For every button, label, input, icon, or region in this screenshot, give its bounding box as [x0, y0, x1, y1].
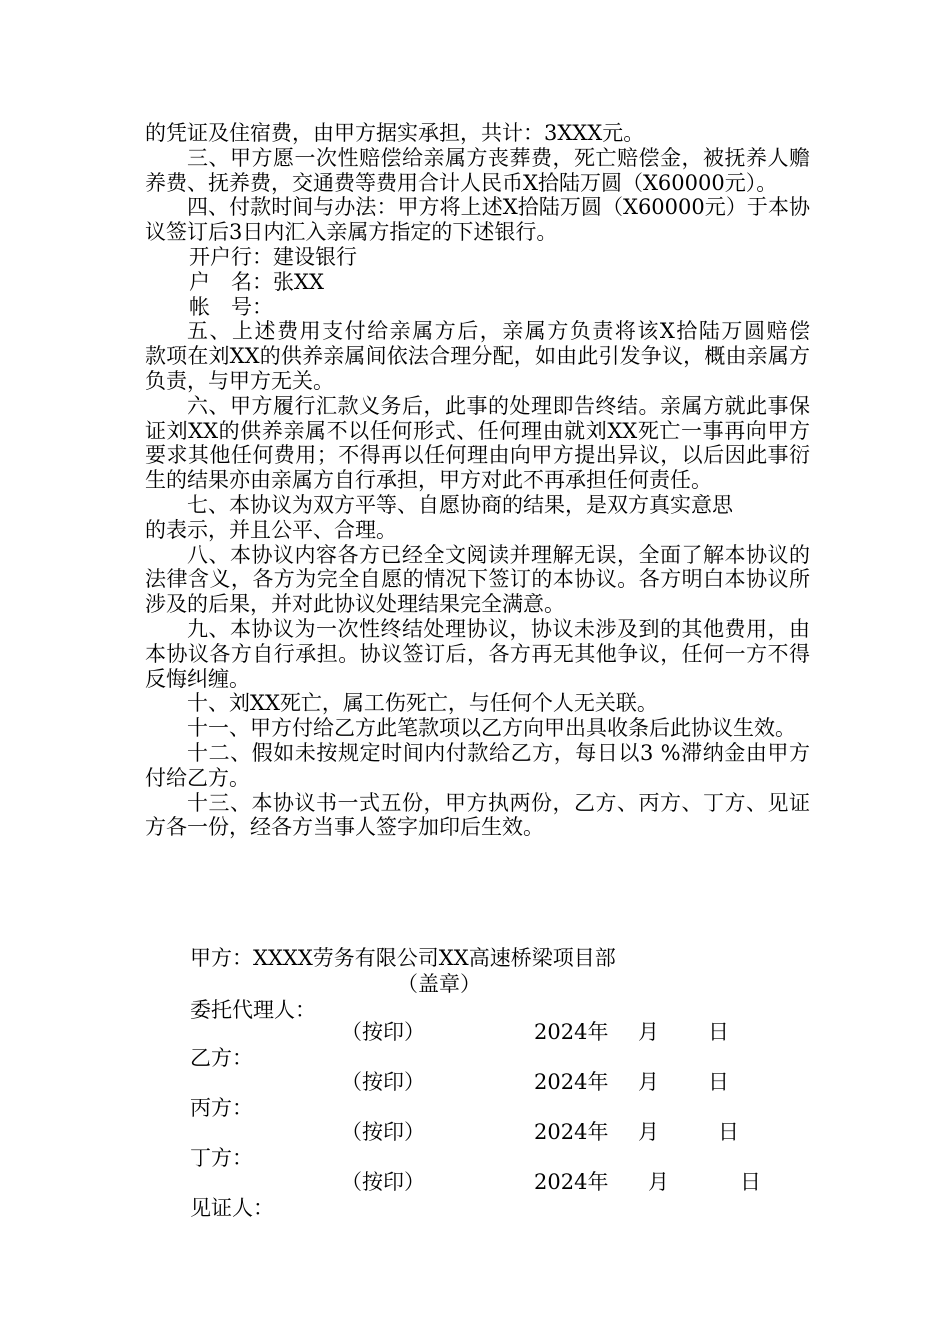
party-c-date-day: 日 [718, 1120, 739, 1144]
paragraph-nine-final: 九、本协议为一次性终结处理协议，协议未涉及到的其他费用，由本协议各方自行承担。协议签订后，各方再无其他争议，任何一方不得反悔纠缠。 [145, 616, 810, 691]
agent-date-month: 月 [638, 1020, 659, 1044]
agent-date-year: 2024年 [534, 1020, 609, 1044]
stamp-label: （盖章） [397, 972, 481, 996]
party-b-label: 乙方： [190, 1046, 253, 1070]
party-b-fingerprint: （按印） [341, 1070, 425, 1094]
paragraph-eight-understanding: 八、本协议内容各方已经全文阅读并理解无误，全面了解本协议的法律含义，各方为完全自愿的情况下签订的本协议。各方明白本协议所涉及的后果，并对此协议处理结果完全满意。 [145, 542, 810, 617]
paragraph-seven-continued: 的表示，并且公平、合理。 [145, 517, 397, 542]
party-b-date-year: 2024年 [534, 1070, 609, 1094]
agreement-body [145, 121, 831, 840]
agent-label: 委托代理人： [190, 998, 316, 1022]
bank-name: 开户行：建设银行 [189, 244, 357, 269]
party-c-fingerprint: （按印） [341, 1120, 425, 1144]
paragraph-four-payment: 四、付款时间与办法：甲方将上述X拾陆万圆（X60000元）于本协议签订后3日内汇入亲属方指定的下述银行。 [145, 195, 810, 245]
party-d-date-year: 2024年 [534, 1170, 609, 1194]
party-c-date-month: 月 [638, 1120, 659, 1144]
party-d-date-day: 日 [740, 1170, 761, 1194]
paragraph-six-termination: 六、甲方履行汇款义务后，此事的处理即告终结。亲属方就此事保证刘XX的供养亲属不以任何形式、任何理由就刘XX死亡一事再向甲方要求其他任何费用；不得再以任何理由向甲方提出异议，以后因此事衍生的结果亦由亲属方自行承担，甲方对此不再承担任何责任。 [145, 393, 810, 493]
party-d-label: 丁方： [190, 1146, 253, 1170]
paragraph-three-compensation: 三、甲方愿一次性赔偿给亲属方丧葬费，死亡赔偿金，被抚养人赡养费、抚养费，交通费等费用合计人民币X拾陆万圆（X60000元）。 [145, 145, 810, 195]
paragraph-seven-equality: 七、本协议为双方平等、自愿协商的结果，是双方真实意思 [187, 492, 733, 517]
paragraph-ten-work-injury: 十、刘XX死亡，属工伤死亡，与任何个人无关联。 [187, 691, 658, 716]
account-name: 户 名：张XX [189, 269, 324, 294]
party-b-date-month: 月 [638, 1070, 659, 1094]
agent-date-day: 日 [708, 1020, 729, 1044]
party-c-date-year: 2024年 [534, 1120, 609, 1144]
paragraph-five-distribution: 五、上述费用支付给亲属方后，亲属方负责将该X拾陆万圆赔偿 款项在刘XX的供养亲属间依法合理分配，如由此引发争议，概由亲属方负责，与甲方无关。 [145, 319, 831, 393]
account-number: 帐 号： [189, 294, 273, 319]
party-d-fingerprint: （按印） [341, 1170, 425, 1194]
paragraph-thirteen-copies: 十三、本协议书一式五份，甲方执两份，乙方、丙方、丁方、见证方各一份，经各方当事人签字加印后生效。 [145, 790, 810, 840]
party-b-date-day: 日 [708, 1070, 729, 1094]
paragraph-twelve-late-fee: 十二、假如未按规定时间内付款给乙方，每日以3 %滞纳金由甲方付给乙方。 [145, 740, 810, 790]
witness-label: 见证人： [190, 1196, 274, 1220]
paragraph-eleven-receipt: 十一、甲方付给乙方此笔款项以乙方向甲出具收条后此协议生效。 [187, 716, 796, 741]
party-a-label: 甲方：XXXX劳务有限公司XX高速桥梁项目部 [190, 946, 616, 970]
agent-fingerprint: （按印） [341, 1020, 425, 1044]
party-c-label: 丙方： [190, 1096, 253, 1120]
paragraph-accommodation-fees: 的凭证及住宿费，由甲方据实承担，共计：3XXX元。 [145, 121, 645, 145]
party-d-date-month: 月 [648, 1170, 669, 1194]
